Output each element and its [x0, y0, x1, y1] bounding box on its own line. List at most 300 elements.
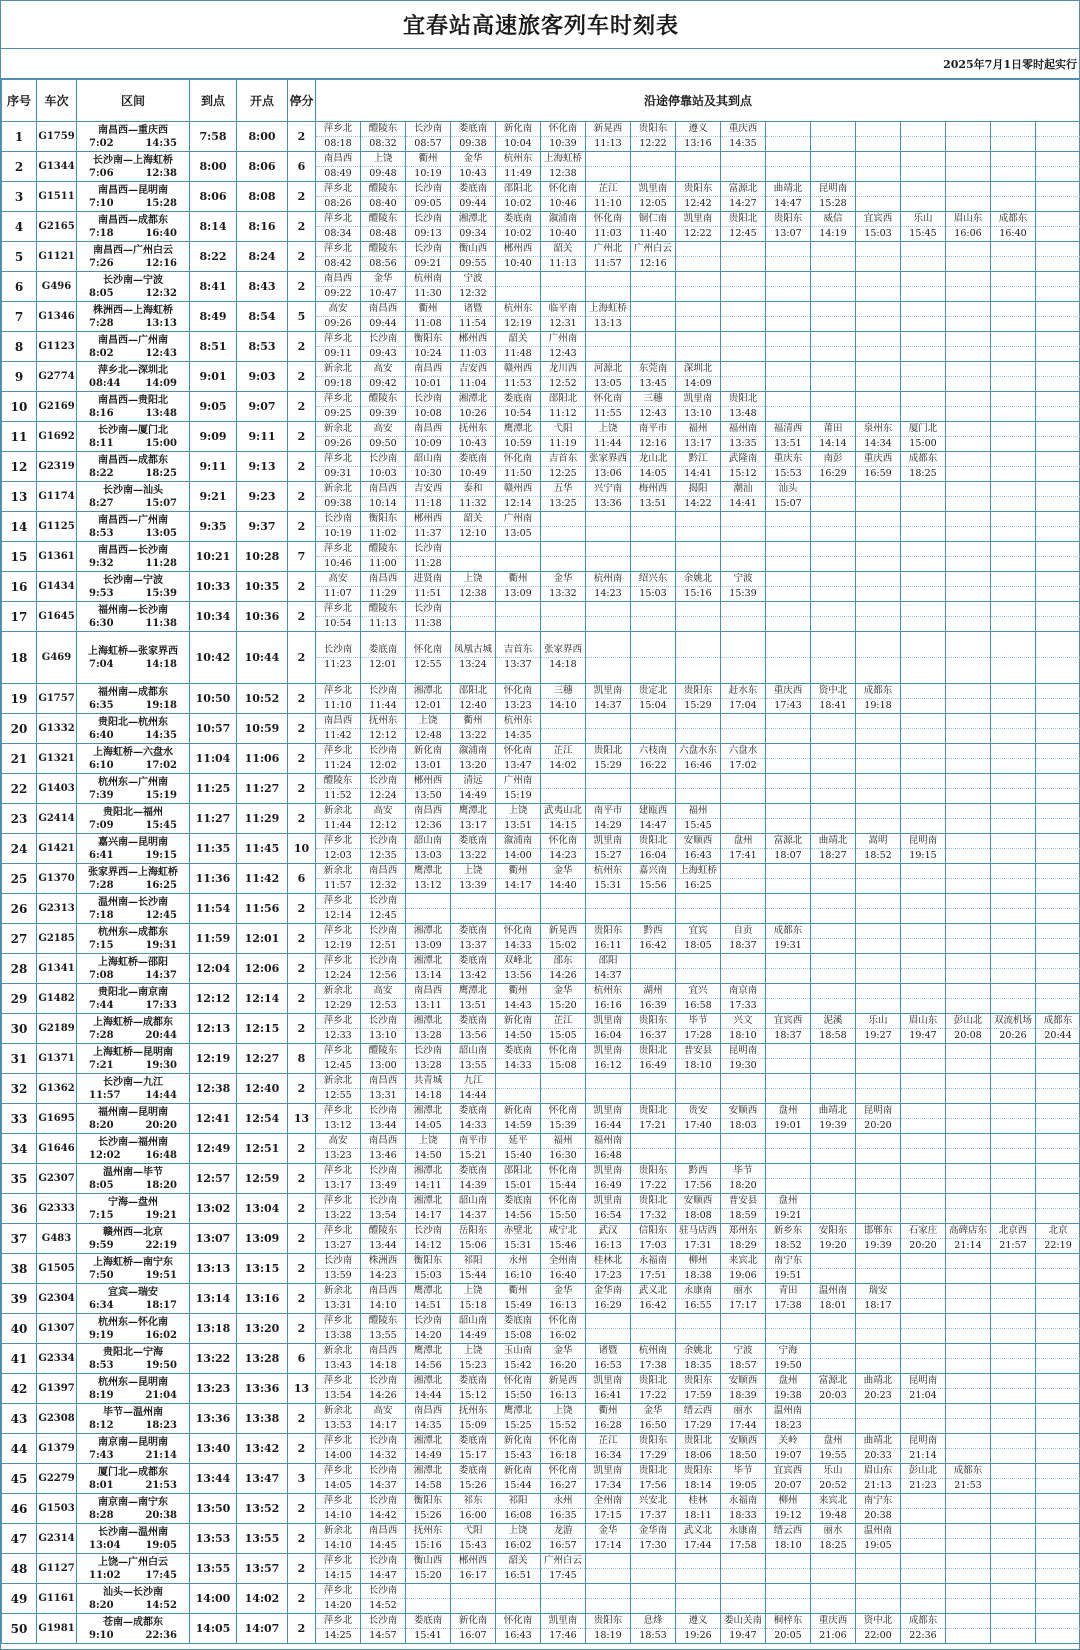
stop-cell	[811, 512, 856, 542]
stop-time-empty	[901, 699, 945, 713]
train-row	[2, 242, 1080, 272]
stop-cell	[901, 212, 946, 242]
stop-cell	[451, 392, 496, 422]
stop-time: 16:44	[594, 1120, 622, 1131]
stop-cell	[541, 212, 586, 242]
stop-time-empty	[811, 1599, 855, 1613]
stop-time-empty	[766, 587, 810, 601]
stop-time: 15:03	[639, 588, 667, 599]
stop-station-empty	[1036, 1074, 1080, 1089]
dwell-minutes: 2	[288, 122, 316, 152]
stop-cell	[586, 212, 631, 242]
stop-cell	[406, 1434, 451, 1464]
stop-cell	[406, 714, 451, 744]
stop-time: 19:21	[774, 1210, 802, 1221]
train-section	[77, 542, 190, 572]
stop-time-empty	[946, 1539, 990, 1553]
stop-time: 08:42	[324, 258, 352, 269]
stop-cell	[946, 1284, 991, 1314]
stop-cell	[856, 272, 901, 302]
stop-station-empty	[1036, 714, 1080, 729]
stop-cell	[811, 894, 856, 924]
stop-station: 株洲西	[361, 1254, 405, 1269]
stop-cell	[676, 1074, 721, 1104]
stop-time: 13:24	[459, 659, 487, 670]
section-end-time: 19:21	[145, 1209, 177, 1221]
stop-time-empty	[586, 557, 630, 571]
stop-time-empty	[631, 557, 675, 571]
stop-time: 10:14	[369, 498, 397, 509]
section-end-time: 17:45	[145, 1569, 177, 1581]
dwell-minutes: 2	[288, 1254, 316, 1284]
stop-cell	[901, 1224, 946, 1254]
stop-cell	[901, 1494, 946, 1524]
row-seq: 29	[2, 984, 37, 1014]
stop-station: 张家界西	[586, 452, 630, 467]
stop-station-empty	[811, 1164, 855, 1179]
stop-station: 醴陵东	[316, 774, 360, 789]
section-route: 长沙南—九江	[103, 1076, 163, 1088]
stop-station: 娄底南	[451, 954, 495, 969]
section-start-time: 8:05	[89, 1179, 114, 1191]
stop-cell	[856, 1014, 901, 1044]
row-seq: 36	[2, 1194, 37, 1224]
stop-time: 10:43	[459, 438, 487, 449]
stop-time-empty	[811, 557, 855, 571]
stop-station: 湘潭北	[406, 1104, 450, 1119]
stop-cell	[316, 1224, 361, 1254]
stop-station: 建瓯西	[631, 804, 675, 819]
header-depart: 开点	[237, 80, 288, 122]
train-number: G2334	[37, 1344, 77, 1374]
stop-station: 汕头	[766, 482, 810, 497]
stop-cell	[991, 482, 1036, 512]
stop-station-empty	[811, 1074, 855, 1089]
stop-time-empty	[766, 377, 810, 391]
stop-time: 15:43	[459, 1540, 487, 1551]
stop-cell	[361, 1404, 406, 1434]
stop-station-empty	[946, 774, 990, 789]
stop-cell	[991, 1524, 1036, 1554]
depart-time: 13:38	[237, 1404, 288, 1434]
stop-time: 13:46	[369, 1150, 397, 1161]
stop-time-empty	[811, 1419, 855, 1433]
stop-station: 萍乡北	[316, 1014, 360, 1029]
stop-station-empty	[676, 1584, 720, 1599]
stop-station: 韶山南	[451, 1314, 495, 1329]
stop-cell	[946, 272, 991, 302]
stop-time: 08:26	[324, 198, 352, 209]
stop-cell	[406, 834, 451, 864]
stop-time: 16:04	[639, 850, 667, 861]
stop-time: 16:59	[864, 468, 892, 479]
stop-time-empty	[766, 1059, 810, 1073]
stop-cell	[361, 272, 406, 302]
row-seq: 38	[2, 1254, 37, 1284]
stop-time: 15:00	[909, 438, 937, 449]
stop-cell	[361, 242, 406, 272]
stop-station: 宁海	[766, 1344, 810, 1359]
stop-station: 新余北	[316, 1284, 360, 1299]
stop-time-empty	[856, 1179, 900, 1193]
stop-cell	[1036, 212, 1080, 242]
stop-cell	[901, 542, 946, 572]
stop-time: 21:14	[909, 1450, 937, 1461]
stop-time: 19:31	[774, 940, 802, 951]
stop-station-empty	[946, 864, 990, 879]
stop-time-empty	[991, 1479, 1035, 1493]
stop-cell	[991, 1464, 1036, 1494]
stop-cell	[586, 774, 631, 804]
stop-cell	[361, 1374, 406, 1404]
stop-station: 上海虹桥	[541, 152, 585, 167]
stop-time-empty	[856, 527, 900, 541]
stop-station-empty	[811, 302, 855, 317]
stop-time-empty	[496, 1089, 540, 1103]
train-section	[77, 1044, 190, 1074]
stop-cell	[811, 1164, 856, 1194]
train-number: G1121	[37, 242, 77, 272]
stop-time: 11:51	[414, 588, 442, 599]
stop-station-empty	[901, 1494, 945, 1509]
stop-time: 20:33	[864, 1450, 892, 1461]
stop-cell	[766, 1494, 811, 1524]
stop-time-empty	[1036, 497, 1080, 511]
stop-cell	[1036, 362, 1080, 392]
stop-time: 15:52	[549, 1420, 577, 1431]
stop-time-empty	[946, 699, 990, 713]
stop-cell	[406, 572, 451, 602]
stop-time: 16:00	[459, 1510, 487, 1521]
stop-station: 福清西	[766, 422, 810, 437]
dwell-minutes: 2	[288, 1554, 316, 1584]
stop-cell	[766, 272, 811, 302]
stop-time: 10:26	[459, 408, 487, 419]
section-end-time: 19:50	[145, 1359, 177, 1371]
stop-station: 成都东	[946, 1464, 990, 1479]
stop-station: 南平市	[451, 1134, 495, 1149]
stop-time: 15:08	[549, 1060, 577, 1071]
stop-time-empty	[631, 909, 675, 923]
section-start-time: 7:04	[89, 658, 114, 670]
stop-station: 莆田	[811, 422, 855, 437]
depart-time: 13:57	[237, 1554, 288, 1584]
stop-time: 11:44	[369, 700, 397, 711]
stop-cell	[496, 572, 541, 602]
stop-station-empty	[1036, 212, 1080, 227]
stop-time: 11:52	[324, 790, 352, 801]
section-route: 贵阳北—南京南	[98, 986, 168, 998]
train-number: G1362	[37, 1074, 77, 1104]
stop-station: 新晃西	[586, 122, 630, 137]
stop-time: 10:19	[324, 528, 352, 539]
depart-time: 8:08	[237, 182, 288, 212]
stop-station: 曲靖北	[856, 1434, 900, 1449]
train-number: G483	[37, 1224, 77, 1254]
stop-station: 萍乡北	[316, 1434, 360, 1449]
stop-cell	[856, 774, 901, 804]
section-route: 上海虹桥—六盘水	[93, 746, 173, 758]
stop-station: 宜宾西	[766, 1014, 810, 1029]
stop-cell	[631, 1434, 676, 1464]
stop-station: 眉山东	[946, 212, 990, 227]
stop-cell	[496, 122, 541, 152]
stop-station-empty	[811, 512, 855, 527]
stop-station: 娄底南	[496, 1314, 540, 1329]
stop-time-empty	[901, 1329, 945, 1343]
stop-cell	[361, 714, 406, 744]
stop-station-empty	[991, 1074, 1035, 1089]
stop-station-empty	[721, 332, 765, 347]
stop-time: 13:55	[459, 1060, 487, 1071]
stop-cell	[631, 1554, 676, 1584]
stop-cell	[496, 302, 541, 332]
stop-cell	[676, 1134, 721, 1164]
stop-station: 新余北	[316, 1404, 360, 1419]
stop-time: 13:31	[324, 1300, 352, 1311]
train-row	[2, 834, 1080, 864]
dwell-minutes: 2	[288, 512, 316, 542]
stop-time: 15:21	[459, 1150, 487, 1161]
stop-time: 16:35	[549, 1510, 577, 1521]
stop-station: 成都东	[1036, 1014, 1080, 1029]
stop-station: 长沙南	[361, 1014, 405, 1029]
stop-time: 14:49	[414, 1450, 442, 1461]
stop-station: 吉首东	[496, 643, 540, 658]
stop-station-empty	[946, 1074, 990, 1089]
stop-time: 15:20	[414, 1570, 442, 1581]
dwell-minutes: 6	[288, 864, 316, 894]
stop-station-empty	[811, 954, 855, 969]
stop-cell	[586, 1374, 631, 1404]
stop-station: 怀化南	[541, 1464, 585, 1479]
stop-time-empty	[946, 658, 990, 672]
stop-cell	[541, 332, 586, 362]
stop-cell	[856, 894, 901, 924]
depart-time: 8:53	[237, 332, 288, 362]
stop-cell	[361, 122, 406, 152]
stop-station-empty	[811, 392, 855, 407]
stop-cell	[991, 1344, 1036, 1374]
row-seq: 17	[2, 602, 37, 632]
stop-station: 南宁东	[766, 1254, 810, 1269]
stop-cell	[451, 1044, 496, 1074]
stop-station: 福州南	[721, 422, 765, 437]
stop-time: 12:42	[684, 198, 712, 209]
stop-cell	[721, 1254, 766, 1284]
train-section	[77, 242, 190, 272]
stop-time: 20:52	[819, 1480, 847, 1491]
stop-cell	[541, 182, 586, 212]
stop-time-empty	[901, 1269, 945, 1283]
stop-cell	[946, 362, 991, 392]
stop-time: 12:45	[369, 910, 397, 921]
stop-cell	[811, 392, 856, 422]
stop-station-empty	[1036, 1254, 1080, 1269]
stop-cell	[541, 744, 586, 774]
section-route: 赣州西—北京	[103, 1226, 163, 1238]
stop-cell	[496, 1464, 541, 1494]
stop-cell	[406, 1194, 451, 1224]
arrive-time: 8:51	[190, 332, 237, 362]
row-seq: 21	[2, 744, 37, 774]
stop-time: 15:49	[504, 1300, 532, 1311]
train-section	[77, 332, 190, 362]
stop-cell	[451, 122, 496, 152]
stop-time-empty	[901, 759, 945, 773]
stop-cell	[316, 122, 361, 152]
stop-cell	[631, 984, 676, 1014]
stop-station: 余姚北	[676, 1344, 720, 1359]
stop-time: 19:05	[729, 1480, 757, 1491]
stop-station-empty	[721, 954, 765, 969]
stop-cell	[991, 894, 1036, 924]
stop-cell	[991, 152, 1036, 182]
stop-cell	[541, 1224, 586, 1254]
stop-time: 11:49	[504, 168, 532, 179]
stop-time: 15:23	[459, 1360, 487, 1371]
stop-cell	[541, 1134, 586, 1164]
stop-cell	[451, 924, 496, 954]
row-seq: 5	[2, 242, 37, 272]
section-times	[77, 347, 189, 360]
train-number: G1511	[37, 182, 77, 212]
stop-cell	[991, 302, 1036, 332]
stop-station-empty	[1036, 894, 1080, 909]
stop-station: 邵阳	[586, 954, 630, 969]
stop-station: 深圳北	[676, 362, 720, 377]
stop-station: 高安	[316, 302, 360, 317]
stop-station: 温州南	[766, 1404, 810, 1419]
stop-cell	[856, 684, 901, 714]
train-number: G1645	[37, 602, 77, 632]
stop-time: 17:44	[684, 1540, 712, 1551]
stop-time-empty	[721, 1569, 765, 1583]
stop-cell	[406, 1224, 451, 1254]
stop-time: 18:59	[729, 1210, 757, 1221]
stop-time: 14:40	[549, 880, 577, 891]
stop-station: 韶关	[541, 242, 585, 257]
stop-station: 南昌西	[406, 984, 450, 999]
stop-time: 08:40	[369, 198, 397, 209]
stop-station: 鹰潭北	[451, 804, 495, 819]
stop-time-empty	[1036, 377, 1080, 391]
stop-cell	[856, 1254, 901, 1284]
row-seq: 35	[2, 1164, 37, 1194]
page-title: 宜春站高速旅客列车时刻表	[1, 1, 1080, 49]
train-section	[77, 1584, 190, 1614]
stop-cell	[361, 452, 406, 482]
stop-cell	[676, 744, 721, 774]
arrive-time: 13:50	[190, 1494, 237, 1524]
stop-time: 15:40	[504, 1150, 532, 1161]
stop-station-empty	[676, 242, 720, 257]
stop-cell	[451, 422, 496, 452]
stop-station: 衢州	[586, 1404, 630, 1419]
stop-station-empty	[721, 302, 765, 317]
stop-station: 六盘水东	[676, 744, 720, 759]
stop-time: 15:03	[864, 228, 892, 239]
stop-time-empty	[1036, 467, 1080, 481]
stop-time-empty	[676, 557, 720, 571]
stop-station-empty	[856, 864, 900, 879]
stop-cell	[901, 1614, 946, 1644]
train-number: G1370	[37, 864, 77, 894]
stop-cell	[361, 392, 406, 422]
section-times	[77, 1119, 189, 1132]
arrive-time: 12:38	[190, 1074, 237, 1104]
stop-station: 萍乡北	[316, 744, 360, 759]
stop-station-empty	[946, 954, 990, 969]
stop-time-empty	[901, 1089, 945, 1103]
stop-station: 高安	[361, 422, 405, 437]
train-section	[77, 924, 190, 954]
stop-cell	[451, 1224, 496, 1254]
train-number: G1174	[37, 482, 77, 512]
stop-station-empty	[586, 643, 630, 658]
stop-station: 广州北	[586, 242, 630, 257]
stop-station-empty	[1036, 1374, 1080, 1389]
arrive-time: 10:21	[190, 542, 237, 572]
stop-cell	[631, 1614, 676, 1644]
stop-time: 12:12	[369, 730, 397, 741]
stop-station-empty	[766, 954, 810, 969]
stop-time-empty	[811, 1359, 855, 1373]
stop-cell	[946, 684, 991, 714]
stop-station: 绍兴东	[631, 572, 675, 587]
stop-cell	[496, 182, 541, 212]
dwell-minutes: 2	[288, 1284, 316, 1314]
section-end-time: 19:51	[145, 1269, 177, 1281]
stop-station: 丽水	[811, 1524, 855, 1539]
depart-time: 8:43	[237, 272, 288, 302]
section-times	[77, 1299, 189, 1312]
stop-station: 贵阳北	[631, 1044, 675, 1059]
stop-time: 20:38	[864, 1510, 892, 1521]
stop-cell	[541, 422, 586, 452]
stop-cell	[676, 1284, 721, 1314]
section-times	[77, 1599, 189, 1612]
stop-cell	[766, 602, 811, 632]
stop-time: 15:45	[684, 820, 712, 831]
stop-cell	[811, 542, 856, 572]
stop-cell	[1036, 684, 1080, 714]
stop-time: 17:02	[729, 760, 757, 771]
stop-station: 新余北	[316, 1344, 360, 1359]
stop-cell	[361, 1614, 406, 1644]
depart-time: 12:51	[237, 1134, 288, 1164]
stop-time-empty	[766, 819, 810, 833]
stop-time-empty	[586, 527, 630, 541]
stop-station-empty	[586, 894, 630, 909]
stop-cell	[541, 452, 586, 482]
stop-station: 长沙南	[361, 894, 405, 909]
stop-station-empty	[901, 242, 945, 257]
stop-station: 怀化南	[586, 212, 630, 227]
dwell-minutes: 3	[288, 1464, 316, 1494]
section-route: 杭州东—广州南	[98, 776, 168, 788]
stop-station: 富源北	[721, 182, 765, 197]
depart-time: 11:06	[237, 744, 288, 774]
stop-station-empty	[811, 122, 855, 137]
section-route: 长沙南—汕头	[103, 484, 163, 496]
section-times	[77, 1269, 189, 1282]
section-route: 南昌西—广州南	[98, 514, 168, 526]
stop-time: 17:21	[639, 1120, 667, 1131]
section-end-time: 18:17	[145, 1299, 177, 1311]
stop-station: 上饶	[451, 572, 495, 587]
stop-cell	[361, 864, 406, 894]
